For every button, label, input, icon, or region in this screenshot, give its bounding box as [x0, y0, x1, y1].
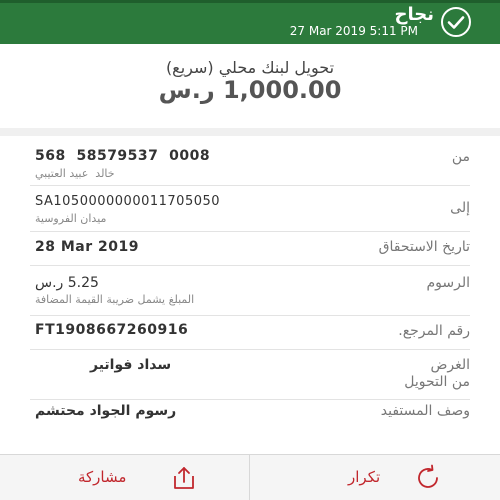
beneficiary-description-label: وصف المستفيد: [380, 403, 470, 419]
status-title: نجاح: [394, 4, 434, 25]
from-row: [30, 140, 470, 186]
to-iban: SA1050000000011705050: [35, 194, 221, 209]
from-account-name: خالد عبيد العتيبي: [35, 167, 115, 180]
to-row: [30, 186, 470, 232]
share-icon: [170, 464, 198, 492]
due-date-value: 28 Mar 2019: [35, 239, 139, 255]
header-stripe: [0, 0, 500, 3]
reference-number: FT1908667260916: [35, 322, 189, 338]
beneficiary-description-value: رسوم الجواد محتشم: [35, 403, 177, 419]
action-footer: [0, 454, 500, 500]
share-label: مشاركة: [78, 468, 127, 486]
transfer-type: تحويل لبنك محلي (سريع): [165, 58, 335, 77]
reference-row: [30, 316, 470, 350]
from-label: من: [451, 149, 470, 165]
repeat-icon: [415, 464, 443, 492]
fees-row: [30, 266, 470, 316]
fees-label: الرسوم: [426, 275, 470, 291]
section-divider: [0, 128, 500, 136]
from-account-number: 568 58579537 0008: [35, 148, 211, 164]
transaction-datetime: 27 Mar 2019 5:11 PM: [289, 24, 418, 38]
transfer-amount: 1,000.00 ر.س: [158, 76, 342, 104]
repeat-label: تكرار: [348, 468, 381, 486]
repeat-button[interactable]: [250, 455, 499, 500]
purpose-row: [30, 350, 470, 400]
status-header: [0, 0, 500, 44]
to-label: إلى: [450, 200, 470, 216]
reference-label: رقم المرجع.: [398, 323, 470, 339]
share-button[interactable]: [0, 455, 249, 500]
fees-value: 5.25 ر.س: [35, 275, 99, 291]
purpose-label-line2: من التحويل: [404, 374, 470, 390]
fees-vat-note: المبلغ يشمل ضريبة القيمة المضافة: [35, 293, 195, 306]
due-date-row: [30, 232, 470, 266]
beneficiary-description-row: [30, 400, 470, 436]
check-circle-icon: [441, 7, 471, 37]
purpose-label-line1: الغرض: [430, 357, 470, 373]
due-date-label: تاريخ الاستحقاق: [378, 239, 470, 255]
purpose-value: سداد فواتير: [90, 357, 172, 373]
to-beneficiary-name: ميدان الفروسية: [35, 212, 107, 225]
